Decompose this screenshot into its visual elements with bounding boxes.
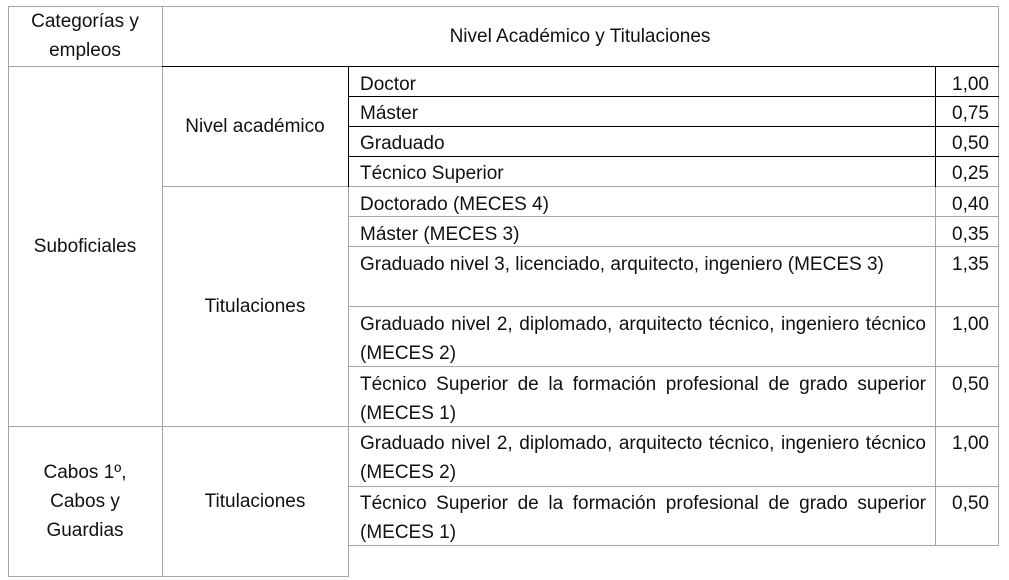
row-score: 1,00 — [952, 314, 989, 335]
grid-line — [162, 6, 163, 577]
row-score: 0,75 — [952, 103, 989, 124]
grid-line — [998, 6, 999, 546]
row-description: Técnico Superior de la formación profesional de grado superior (MECES 1) — [360, 493, 926, 543]
grid-line — [348, 126, 999, 127]
row-description: Doctor — [360, 74, 416, 95]
row-description: Doctorado (MECES 4) — [360, 194, 550, 215]
row-score: 1,35 — [952, 254, 989, 275]
grid-line — [162, 186, 348, 187]
grid-line — [348, 216, 999, 217]
grid-line — [348, 246, 999, 247]
row-score: 1,00 — [952, 74, 989, 95]
row-score: 0,50 — [952, 374, 989, 395]
row-score: 1,00 — [952, 433, 989, 454]
grid-line — [348, 186, 349, 577]
row-description: Graduado — [360, 133, 445, 154]
row-description: Graduado nivel 3, licenciado, arquitecto, ingeniero (MECES 3) — [360, 254, 884, 275]
category-suboficiales: Suboficiales — [33, 235, 137, 257]
grid-line — [348, 426, 999, 427]
grid-line — [8, 576, 348, 577]
category-cabos-guardias: Cabos 1º, Cabos y Guardias — [43, 461, 127, 541]
grid-line — [162, 66, 999, 67]
row-score: 0,35 — [952, 224, 989, 245]
group-titulaciones-cabos: Titulaciones — [204, 490, 306, 512]
grid-line — [348, 96, 999, 97]
grid-line — [8, 6, 999, 7]
grid-line — [8, 66, 162, 67]
grid-line — [8, 426, 348, 427]
row-score: 0,50 — [952, 133, 989, 154]
grid-line — [8, 6, 9, 577]
grid-line — [348, 306, 999, 307]
grid-line — [348, 366, 999, 367]
grid-line — [935, 186, 936, 546]
grid-line — [348, 156, 999, 157]
row-score: 0,25 — [952, 163, 989, 184]
row-description: Técnico Superior — [360, 163, 504, 184]
grid-line — [348, 486, 999, 487]
row-description: Máster (MECES 3) — [360, 224, 520, 245]
group-titulaciones-suboficiales: Titulaciones — [204, 295, 306, 317]
header-categories: Categorías y empleos — [31, 11, 139, 61]
row-score: 0,40 — [952, 194, 989, 215]
row-description: Máster — [360, 103, 419, 124]
row-description: Técnico Superior de la formación profesional de grado superior (MECES 1) — [360, 374, 926, 424]
header-academic-level: Nivel Académico y Titulaciones — [449, 25, 711, 47]
grid-line — [348, 186, 999, 187]
grid-line — [348, 66, 349, 187]
row-description: Graduado nivel 2, diplomado, arquitecto técnico, ingeniero técnico (MECES 2) — [360, 433, 926, 483]
group-nivel-academico: Nivel académico — [185, 115, 325, 137]
row-score: 0,50 — [952, 493, 989, 514]
grid-line — [935, 66, 936, 187]
row-description: Graduado nivel 2, diplomado, arquitecto técnico, ingeniero técnico (MECES 2) — [360, 314, 926, 364]
grid-line — [348, 545, 999, 546]
